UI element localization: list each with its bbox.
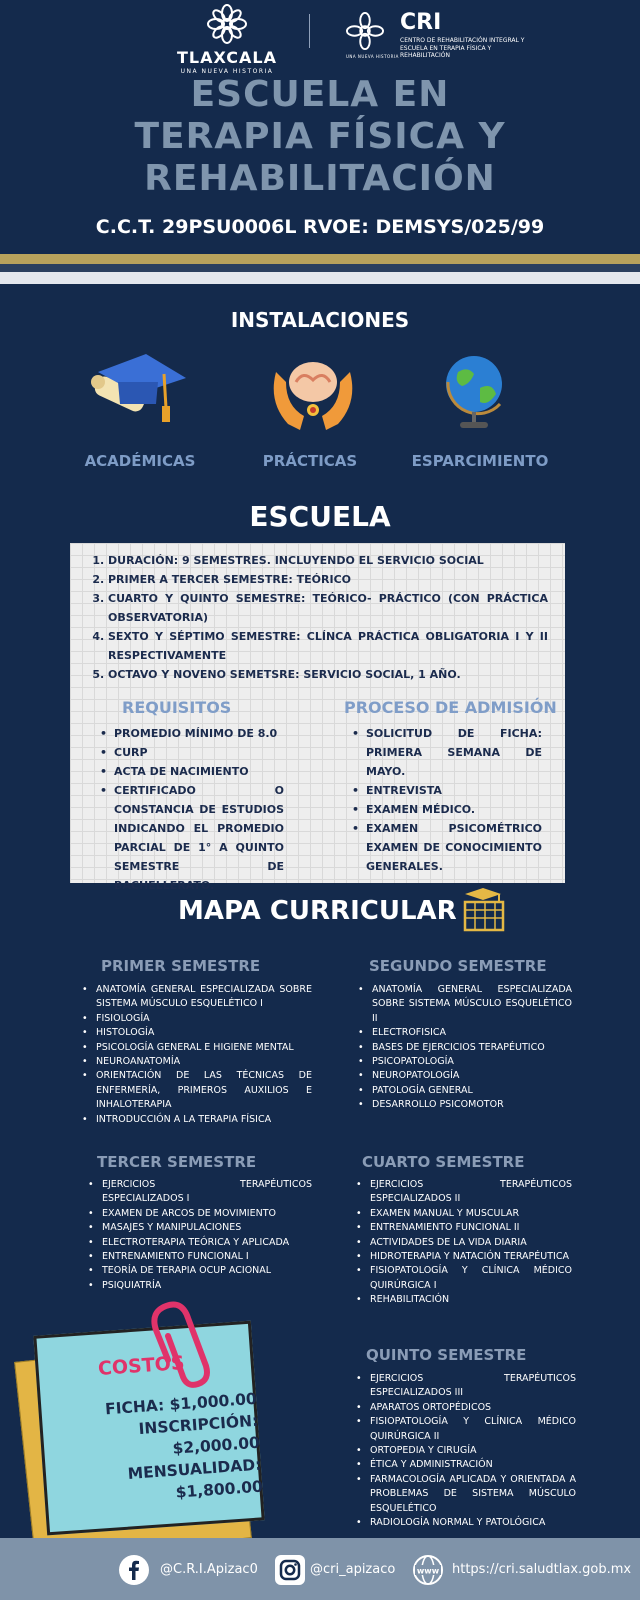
list-item: • ENTRENAMIENTO FUNCIONAL II	[356, 1221, 572, 1235]
semestre-5-title: QUINTO SEMESTRE	[366, 1346, 527, 1364]
list-item: • NEUROPATOLOGÍA	[358, 1069, 572, 1083]
title-line-3: REHABILITACIÓN	[144, 158, 496, 199]
tlaxcala-tagline: UNA NUEVA HISTORIA	[180, 68, 274, 75]
list-item: • EXAMEN PSICOMÉTRICO EXAMEN DE CONOCIMIENTO GENERALES.	[352, 819, 542, 876]
escuela-card	[70, 543, 565, 892]
list-item: 5. OCTAVO Y NOVENO SEMETSRE: SERVICIO SOCIAL, 1 AÑO.	[108, 665, 548, 684]
list-item: • APARATOS ORTOPÉDICOS	[356, 1401, 576, 1415]
tlaxcala-flower-icon	[207, 4, 247, 44]
list-item: • INTRODUCCIÓN A LA TERAPIA FÍSICA	[82, 1113, 312, 1127]
escuela-title: ESCUELA	[249, 500, 391, 533]
tlaxcala-logo	[172, 4, 282, 75]
list-item: • ANATOMÍA GENERAL ESPECIALIZADA SOBRE SISTEMA MÚSCULO ESQUELÉTICO II	[358, 983, 572, 1026]
list-item: 1. DURACIÓN: 9 SEMESTRES. INCLUYENDO EL SERVICIO SOCIAL	[108, 551, 548, 570]
instalacion-esparcimiento-label: ESPARCIMIENTO	[411, 452, 549, 470]
costo-inscripcion: INSCRIPCIÓN: $2,000.00	[138, 1411, 261, 1458]
facebook-handle: @C.R.I.Apizac0	[160, 1562, 258, 1577]
list-item: • ORTOPEDIA Y CIRUGÍA	[356, 1444, 576, 1458]
list-item: • ACTA DE NACIMIENTO	[100, 762, 284, 781]
tlaxcala-name: TLAXCALA	[177, 48, 277, 67]
website-link[interactable]	[412, 1554, 634, 1586]
list-item: • BASES DE EJERCICIOS TERAPÉUTICO	[358, 1041, 572, 1055]
instalacion-academicas-label: ACADÉMICAS	[84, 452, 196, 470]
footer	[0, 1538, 640, 1600]
instagram-handle: @cri_apizaco	[310, 1562, 396, 1577]
list-item: • ÉTICA Y ADMINISTRACIÓN	[356, 1458, 576, 1472]
list-item: • TEORÍA DE TERAPIA OCUP ACIONAL	[88, 1264, 312, 1278]
costos-lines	[46, 1388, 263, 1512]
list-item: • PSIQUIATRÍA	[88, 1279, 312, 1293]
logo-divider	[309, 14, 310, 48]
cri-logo	[346, 10, 525, 66]
list-item: • EXAMEN DE ARCOS DE MOVIMIENTO	[88, 1207, 312, 1221]
list-item: • ACTIVIDADES DE LA VIDA DIARIA	[356, 1236, 572, 1250]
instagram-icon	[274, 1554, 306, 1586]
list-item: • FARMACOLOGÍA APLICADA Y ORIENTADA A PROBLEMAS DE SISTEMA MÚSCULO ESQUELÉTICO	[356, 1473, 576, 1516]
mapa-title: MAPA CURRICULAR	[178, 896, 457, 926]
list-item: • FISIOPATOLOGÍA Y CLÍNICA MÉDICO QUIRÚRGICA I	[356, 1264, 572, 1293]
facebook-link[interactable]	[118, 1554, 268, 1586]
list-item: • ENTREVISTA	[352, 781, 542, 800]
list-item: • SOLICITUD DE FICHA: PRIMERA SEMANA DE MAYO.	[352, 724, 542, 781]
title-line-1: ESCUELA EN	[190, 74, 450, 115]
www-icon-text: www	[416, 1566, 440, 1576]
list-item: • PSICOPATOLOGÍA	[358, 1055, 572, 1069]
list-item: 4. SEXTO Y SÉPTIMO SEMESTRE: CLÍNCA PRÁCTICA OBLIGATORIA I Y II RESPECTIVAMENTE	[108, 627, 548, 665]
globe-www-icon	[412, 1554, 444, 1586]
list-item: • CURP	[100, 743, 284, 762]
list-item: 3. CUARTO Y QUINTO SEMESTRE: TEÓRICO- PRÁCTICO (CON PRÁCTICA OBSERVATORIA)	[108, 589, 548, 627]
cri-flower-icon	[346, 12, 384, 50]
list-item: • PATOLOGÍA GENERAL	[358, 1084, 572, 1098]
admision-list	[352, 724, 542, 876]
costos-note	[0, 1300, 270, 1570]
costo-mensualidad: MENSUALIDAD: $1,800.00	[127, 1455, 264, 1502]
list-item: • EJERCICIOS TERAPÉUTICOS ESPECIALIZADOS I	[88, 1178, 312, 1207]
list-item: 2. PRIMER A TERCER SEMESTRE: TEÓRICO	[108, 570, 548, 589]
list-item: • MASAJES Y MANIPULACIONES	[88, 1221, 312, 1235]
semestre-4-list	[356, 1178, 572, 1308]
semestre-3-list	[88, 1178, 312, 1293]
list-item: • DESARROLLO PSICOMOTOR	[358, 1098, 572, 1112]
cct-rvoe: C.C.T. 29PSU0006L RVOE: DEMSYS/025/99	[95, 216, 545, 238]
cri-subtitle: CENTRO DE REHABILITACIÓN INTEGRAL Y ESCUELA EN TERAPIA FÍSICA Y REHABILITACIÓN	[400, 37, 525, 59]
list-item: • EXAMEN MÉDICO.	[352, 800, 542, 819]
list-item: • RADIOLOGÍA NORMAL Y PATOLÓGICA	[356, 1516, 576, 1530]
gold-stripe	[0, 254, 640, 264]
facebook-icon	[118, 1554, 150, 1586]
semestre-3-title: TERCER SEMESTRE	[97, 1153, 257, 1171]
list-item: • ANATOMÍA GENERAL ESPECIALIZADA SOBRE SISTEMA MÚSCULO ESQUELÉTICO I	[82, 983, 312, 1012]
requisitos-title: REQUISITOS	[122, 698, 232, 717]
semestre-4-title: CUARTO SEMESTRE	[362, 1153, 525, 1171]
costo-ficha: FICHA: $1,000.00	[104, 1389, 258, 1419]
dark-stripe	[0, 264, 640, 272]
paperclip-icon	[148, 1300, 218, 1390]
brain-hands-icon	[268, 352, 358, 434]
instalaciones-title: INSTALACIONES	[230, 308, 410, 332]
cri-tagline: UNA NUEVA HISTORIA	[346, 54, 399, 59]
list-item: • HIDROTERAPIA Y NATACIÓN TERAPÉUTICA	[356, 1250, 572, 1264]
graduation-cap-icon	[88, 352, 190, 428]
admision-title: PROCESO DE ADMISIÓN	[344, 698, 557, 717]
instagram-link[interactable]	[274, 1554, 404, 1586]
list-item: • NEUROANATOMÍA	[82, 1055, 312, 1069]
globe-icon	[440, 352, 508, 434]
list-item: • ORIENTACIÓN DE LAS TÉCNICAS DE ENFERMERÍA, PRIMEROS AUXILIOS E INHALOTERAPIA	[82, 1069, 312, 1112]
curriculum-icon	[463, 886, 507, 934]
title-line-2: TERAPIA FÍSICA Y	[134, 116, 506, 157]
header	[0, 0, 640, 250]
list-item: • ENTRENAMIENTO FUNCIONAL I	[88, 1250, 312, 1264]
page-title	[0, 74, 640, 200]
list-item: • ELECTROTERAPIA TEÓRICA Y APLICADA	[88, 1236, 312, 1250]
list-item: • FISIOPATOLOGÍA Y CLÍNICA MÉDICO QUIRÚRGICA II	[356, 1415, 576, 1444]
requisitos-list	[100, 724, 284, 895]
list-item: • ELECTROFISICA	[358, 1026, 572, 1040]
semestre-1-list	[82, 983, 312, 1127]
semestre-2-title: SEGUNDO SEMESTRE	[369, 957, 547, 975]
list-item: • EJERCICIOS TERAPÉUTICOS ESPECIALIZADOS III	[356, 1372, 576, 1401]
list-item: • REHABILITACIÓN	[356, 1293, 572, 1307]
semestre-1-title: PRIMER SEMESTRE	[101, 957, 261, 975]
list-item: • EJERCICIOS TERAPÉUTICOS ESPECIALIZADOS II	[356, 1178, 572, 1207]
instalacion-practicas-label: PRÁCTICAS	[262, 452, 358, 470]
list-item: • EXAMEN MANUAL Y MUSCULAR	[356, 1207, 572, 1221]
website-url: https://cri.saludtlax.gob.mx	[452, 1562, 632, 1577]
semestre-5-list	[356, 1372, 576, 1530]
cri-name: CRI	[400, 10, 442, 35]
list-item: • PROMEDIO MÍNIMO DE 8.0	[100, 724, 284, 743]
list-item: • CERTIFICADO O CONSTANCIA DE ESTUDIOS INDICANDO EL PROMEDIO PARCIAL DE 1° A QUINTO SEMESTRE DE BACHELLERATO.	[100, 781, 284, 895]
list-item: • FISIOLOGÍA	[82, 1012, 312, 1026]
costos-title: COSTOS	[97, 1352, 186, 1380]
list-item: • PSICOLOGÍA GENERAL E HIGIENE MENTAL	[82, 1041, 312, 1055]
escuela-list	[108, 551, 548, 684]
light-stripe	[0, 272, 640, 284]
semestre-2-list	[358, 983, 572, 1113]
list-item: • HISTOLOGÍA	[82, 1026, 312, 1040]
